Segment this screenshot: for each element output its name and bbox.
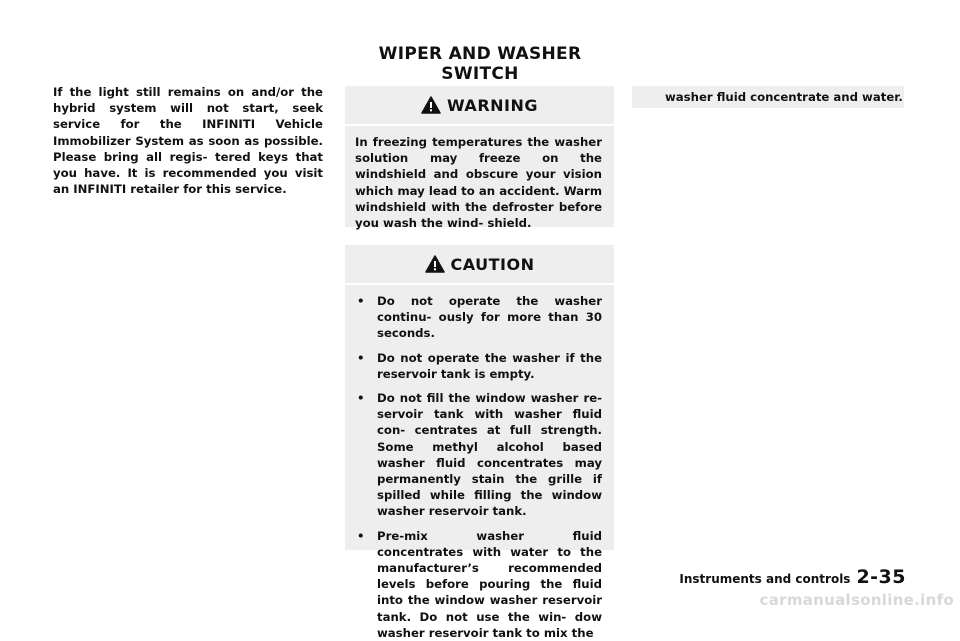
caution-continuation-text: washer fluid concentrate and water. — [665, 90, 903, 104]
caution-continuation-box — [632, 86, 904, 108]
section-title: WIPER AND WASHER SWITCH — [378, 44, 582, 84]
caution-title: CAUTION — [450, 254, 535, 274]
warning-triangle-icon — [421, 96, 441, 114]
caution-item: • Do not operate the washer continu- ously for more than 30 seconds. — [355, 293, 602, 342]
caution-item: • Do not fill the window washer re- servoir tank with washer fluid con- centrates at full strength. Some methyl alcohol based washer fluid concentrates may permanently stain the grille if spilled while filling the window washer reservoir tank. — [355, 390, 602, 520]
warning-triangle-icon — [425, 255, 445, 273]
immobilizer-service-paragraph: If the light still remains on and/or the hybrid system will not start, seek service for the INFINITI Vehicle Immobilizer System as soon as possible. Please bring all regis- tered keys that you have. It is recommended you visit an INFINITI retailer for this service. — [53, 85, 323, 197]
warning-header — [345, 86, 614, 124]
chapter-label: Instruments and controls — [679, 572, 851, 586]
page-number: 2-35 — [856, 566, 906, 588]
caution-item: • Do not operate the washer if the reservoir tank is empty. — [355, 350, 602, 382]
warning-title: WARNING — [447, 95, 538, 115]
caution-item: • Pre-mix washer fluid concentrates with water to the manufacturer’s recommended levels before pouring the fluid into the window washer reservoir tank. Do not use the win- dow washer reservoir tank to mix the — [355, 528, 602, 641]
caution-box — [345, 245, 614, 640]
warning-text: In freezing temperatures the washer solution may freeze on the windshield and obscure your vision which may lead to an accident. Warm windshield with the defroster before you wash the wind- shield. — [355, 135, 602, 231]
caution-body — [345, 285, 614, 641]
watermark: carmanualsonline.info — [759, 591, 954, 609]
caution-list — [355, 293, 602, 641]
caution-header — [345, 245, 614, 283]
page-footer — [679, 566, 906, 588]
warning-box — [345, 86, 614, 231]
